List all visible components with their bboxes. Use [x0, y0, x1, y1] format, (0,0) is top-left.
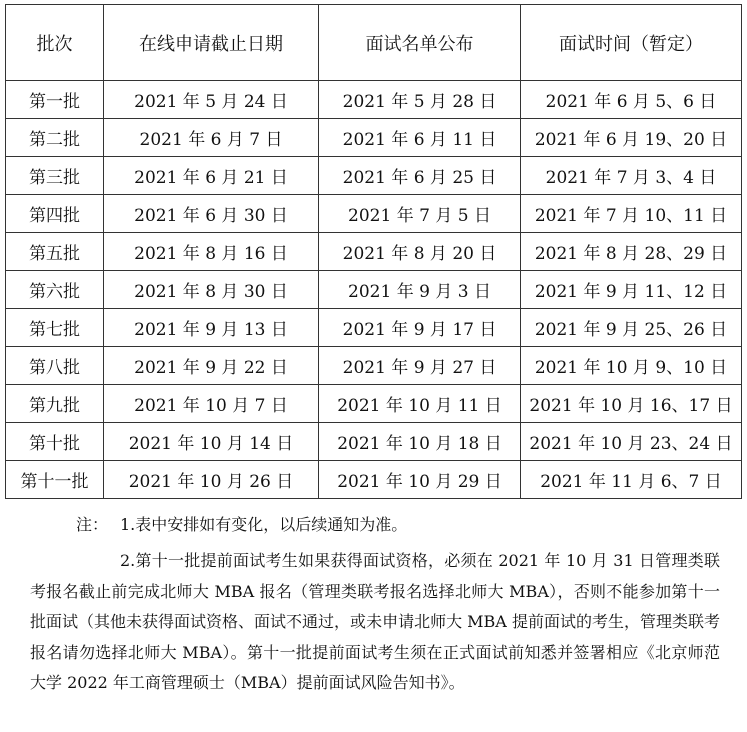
interview-cell: 2021 年 11 月 6、7 日 [521, 461, 742, 499]
batch-cell: 第四批 [6, 195, 104, 233]
table-row [6, 423, 742, 461]
publish-cell: 2021 年 6 月 11 日 [319, 119, 521, 157]
publish-cell: 2021 年 10 月 11 日 [319, 385, 521, 423]
note-item-1-text: 1.表中安排如有变化，以后续通知为准。 [120, 515, 408, 534]
interview-cell: 2021 年 6 月 19、20 日 [521, 119, 742, 157]
interview-cell: 2021 年 6 月 5、6 日 [521, 81, 742, 119]
publish-cell: 2021 年 7 月 5 日 [319, 195, 521, 233]
deadline-cell: 2021 年 6 月 30 日 [104, 195, 319, 233]
interview-cell: 2021 年 9 月 25、26 日 [521, 309, 742, 347]
batch-cell: 第一批 [6, 81, 104, 119]
batch-cell: 第二批 [6, 119, 104, 157]
table-row [6, 195, 742, 233]
interview-cell: 2021 年 10 月 16、17 日 [521, 385, 742, 423]
publish-cell: 2021 年 10 月 29 日 [319, 461, 521, 499]
interview-cell: 2021 年 10 月 9、10 日 [521, 347, 742, 385]
batch-cell: 第八批 [6, 347, 104, 385]
batch-cell: 第十一批 [6, 461, 104, 499]
interview-cell: 2021 年 10 月 23、24 日 [521, 423, 742, 461]
deadline-cell: 2021 年 8 月 30 日 [104, 271, 319, 309]
note-prefix: 注： [76, 515, 109, 534]
publish-cell: 2021 年 9 月 27 日 [319, 347, 521, 385]
table-row [6, 157, 742, 195]
table-row [6, 271, 742, 309]
table-row [6, 347, 742, 385]
deadline-cell: 2021 年 6 月 7 日 [104, 119, 319, 157]
deadline-cell: 2021 年 9 月 13 日 [104, 309, 319, 347]
deadline-cell: 2021 年 5 月 24 日 [104, 81, 319, 119]
table-row [6, 309, 742, 347]
batch-cell: 第十批 [6, 423, 104, 461]
batch-cell: 第七批 [6, 309, 104, 347]
deadline-cell: 2021 年 6 月 21 日 [104, 157, 319, 195]
publish-cell: 2021 年 5 月 28 日 [319, 81, 521, 119]
publish-cell: 2021 年 10 月 18 日 [319, 423, 521, 461]
note-item-1 [30, 508, 720, 542]
table-header-row [6, 5, 742, 81]
deadline-cell: 2021 年 10 月 26 日 [104, 461, 319, 499]
batch-cell: 第三批 [6, 157, 104, 195]
batch-cell: 第六批 [6, 271, 104, 309]
interview-schedule-table [5, 4, 742, 499]
deadline-cell: 2021 年 10 月 14 日 [104, 423, 319, 461]
publish-cell: 2021 年 9 月 17 日 [319, 309, 521, 347]
batch-cell: 第五批 [6, 233, 104, 271]
table-row [6, 385, 742, 423]
table-row [6, 119, 742, 157]
batch-cell: 第九批 [6, 385, 104, 423]
note-item-2: 2.第十一批提前面试考生如果获得面试资格，必须在 2021 年 10 月 31 日管理类联考报名截止前完成北师大 MBA 报名（管理类联考报名选择北师大 MBA），否则不能参加第十一批面试（其他未获得面试资格、面试不通过，或未申请北师大 MBA 提前面试的考生，管理类联考报名请勿选择北师大 MBA）。第十一批提前面试考生须在正式面试前知悉并签署相应《北京师范大学 2022 年工商管理硕士（MBA）提前面试风险告知书》。 [30, 551, 720, 692]
header-list-publication: 面试名单公布 [319, 5, 521, 81]
header-application-deadline: 在线申请截止日期 [104, 5, 319, 81]
deadline-cell: 2021 年 8 月 16 日 [104, 233, 319, 271]
interview-cell: 2021 年 9 月 11、12 日 [521, 271, 742, 309]
interview-cell: 2021 年 7 月 10、11 日 [521, 195, 742, 233]
interview-cell: 2021 年 7 月 3、4 日 [521, 157, 742, 195]
table-row [6, 233, 742, 271]
header-batch: 批次 [6, 5, 104, 81]
publish-cell: 2021 年 8 月 20 日 [319, 233, 521, 271]
notes-section [30, 508, 720, 699]
publish-cell: 2021 年 6 月 25 日 [319, 157, 521, 195]
table-row [6, 81, 742, 119]
deadline-cell: 2021 年 10 月 7 日 [104, 385, 319, 423]
table-row [6, 461, 742, 499]
publish-cell: 2021 年 9 月 3 日 [319, 271, 521, 309]
interview-cell: 2021 年 8 月 28、29 日 [521, 233, 742, 271]
header-interview-time: 面试时间（暂定） [521, 5, 742, 81]
deadline-cell: 2021 年 9 月 22 日 [104, 347, 319, 385]
